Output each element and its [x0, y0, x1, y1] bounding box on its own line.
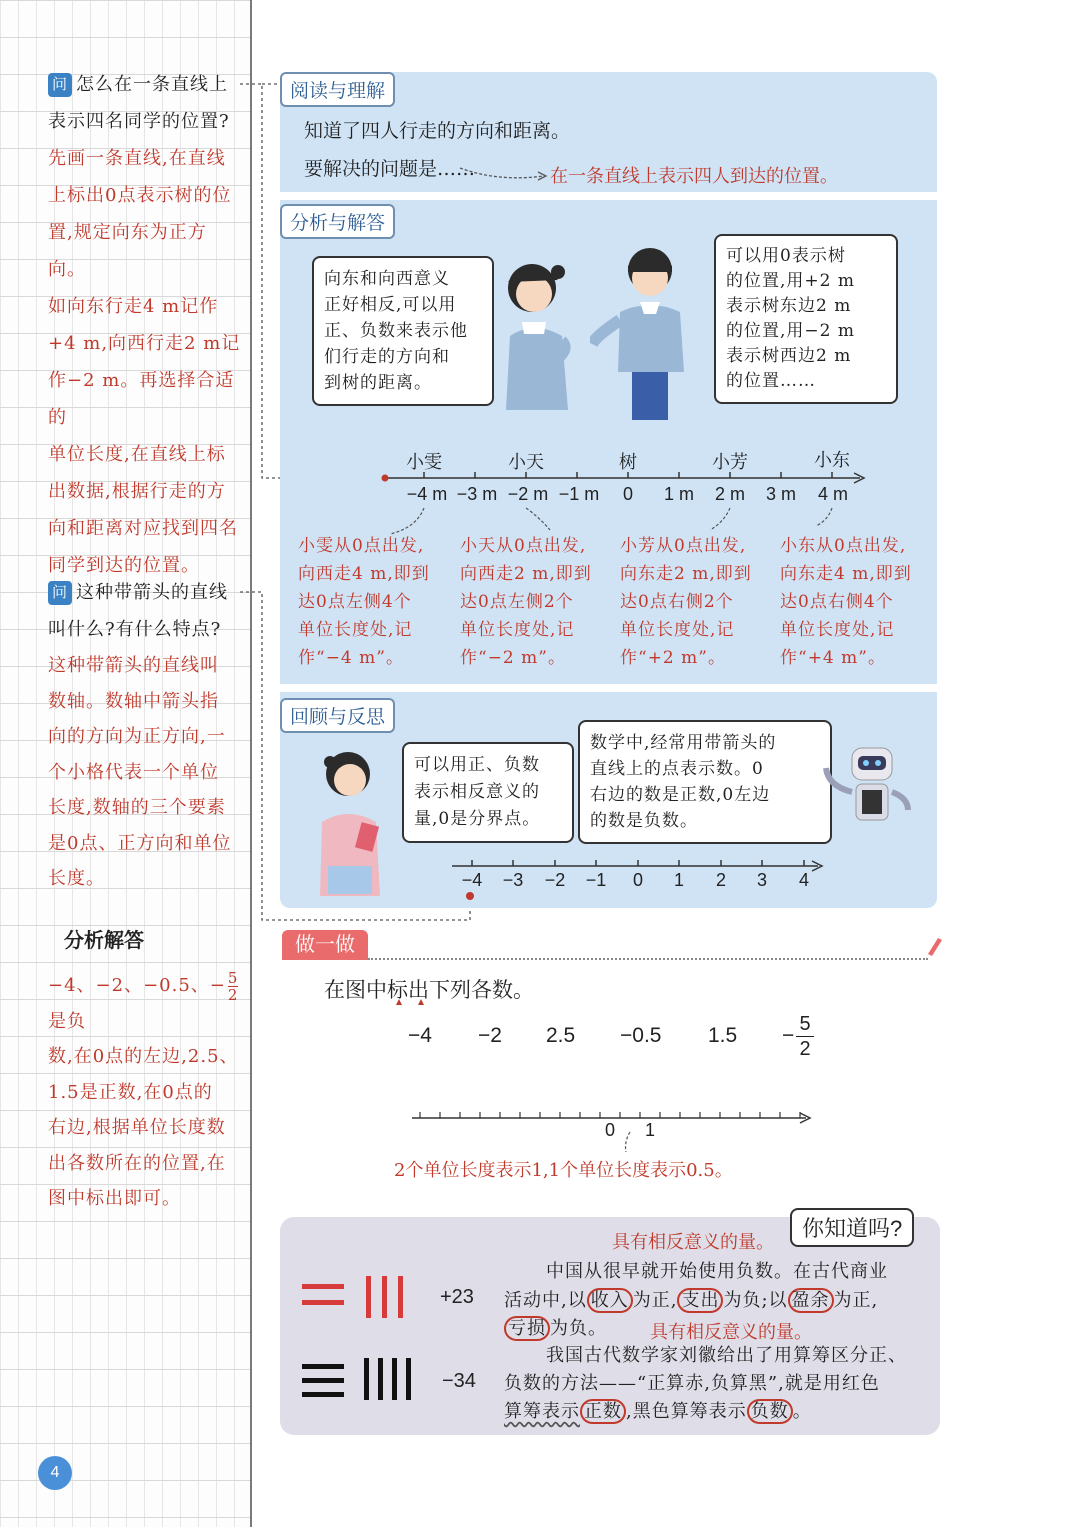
- explanation-xiaowen: [298, 532, 448, 672]
- answer-2-line: 向的方向为正方向,一: [48, 726, 226, 747]
- know-p2-line3: [504, 1398, 812, 1426]
- answer-2-line: 是0点、正方向和单位: [48, 832, 232, 854]
- explanation-line: 小东从0点出发,: [780, 536, 907, 556]
- note-opposite-top: 具有相反意义的量。: [612, 1232, 774, 1253]
- label-xiaofang: 小芳: [712, 452, 748, 472]
- know-p1-line3: [504, 1315, 607, 1343]
- analysis-title: 分析解答: [64, 930, 144, 952]
- tick-label: 3 m: [765, 484, 796, 504]
- explanation-line: 小雯从0点出发,: [298, 536, 425, 556]
- question-icon: 问: [48, 581, 72, 605]
- girl-illustration: [488, 250, 584, 410]
- axis-one-label: 1: [644, 1120, 655, 1140]
- know-p1-line1: 中国从很早就开始使用负数。在古代商业: [546, 1261, 888, 1282]
- answer-2-line: 长度,数轴的三个要素: [48, 797, 226, 818]
- robot-speech-bubble: [578, 720, 832, 844]
- tick-label: −1 m: [558, 484, 600, 504]
- explanation-line: 单位长度处,记: [460, 620, 575, 640]
- answer-2-line: 数轴。数轴中箭头指: [48, 690, 219, 712]
- bubble-line: 正、负数来表示他: [324, 321, 468, 341]
- text-span: 。: [792, 1401, 812, 1422]
- practice-fraction: [796, 1012, 814, 1061]
- explanation-line: 向西走4 m,即到: [298, 564, 430, 584]
- circled-positive: 正数: [580, 1399, 626, 1424]
- explanation-line: 单位长度处,记: [780, 620, 895, 640]
- counting-rods-illustration: [298, 1272, 418, 1416]
- bubble-line: 到树的距离。: [324, 373, 432, 393]
- explanation-xiaotian: [460, 532, 610, 672]
- know-p2-line1: 我国古代数学家刘徽给出了用算筹区分正、: [546, 1345, 907, 1366]
- answer-2-line: 长度。: [48, 868, 105, 889]
- tick-label: 4: [798, 870, 809, 890]
- rod-plus-label: +23: [440, 1286, 474, 1308]
- explanation-line: 达0点左侧2个: [460, 592, 574, 612]
- explanation-line: 向西走2 m,即到: [460, 564, 592, 584]
- tick-label: 3: [756, 870, 767, 890]
- girl-with-book-illustration: [308, 740, 394, 896]
- bubble-line: 的位置,用−2 m: [726, 321, 855, 341]
- circled-surplus: 盈余: [788, 1288, 834, 1313]
- practice-hint: 2个单位长度表示1,1个单位长度表示0.5。: [394, 1160, 733, 1181]
- practice-number: 1.5: [708, 1024, 738, 1047]
- bubble-line: 右边的数是正数,0左边: [590, 785, 771, 805]
- tick-label: 2 m: [714, 484, 745, 504]
- axis-zero-label: 0: [604, 1120, 615, 1140]
- answer-3-line: 右边,根据单位长度数: [48, 1117, 226, 1138]
- tick-label: −2: [544, 870, 566, 890]
- explanation-xiaofang: [620, 532, 770, 672]
- review-girl-bubble: [402, 742, 574, 843]
- know-p1-line2: [504, 1287, 878, 1315]
- answer-1-line: 上标出0点表示树的位: [48, 185, 232, 206]
- tick-label: 4 m: [817, 484, 848, 504]
- explanation-xiaodong: [780, 532, 930, 672]
- answer-2-line: 这种带箭头的直线叫: [48, 655, 219, 676]
- emphasis-marks: [394, 996, 434, 1006]
- hint-arrow-icon: [618, 1130, 638, 1156]
- practice-number: −2: [478, 1024, 502, 1047]
- fraction-denominator: 2: [799, 1038, 811, 1060]
- practice-number: 2.5: [546, 1024, 576, 1047]
- explanation-line: 达0点左侧4个: [298, 592, 412, 612]
- text-span: 为负。: [550, 1318, 607, 1339]
- tick-label: −1: [585, 870, 607, 890]
- explanation-line: 小天从0点出发,: [460, 536, 587, 556]
- answer-3-line: 出各数所在的位置,在: [48, 1152, 226, 1174]
- bubble-line: 表示树西边2 m: [726, 346, 852, 366]
- text-span: 活动中,以: [504, 1290, 587, 1311]
- bubble-line: 可以用0表示树: [726, 246, 846, 266]
- practice-number: −0.5: [620, 1024, 662, 1047]
- tick-label: 0: [632, 870, 643, 890]
- circled-loss: 亏损: [504, 1316, 550, 1341]
- explanation-line: 单位长度处,记: [620, 620, 735, 640]
- rod-minus-label: −34: [442, 1370, 476, 1392]
- answer-1-line: 出数据,根据行走的方: [48, 481, 226, 502]
- bubble-line: 的位置……: [726, 371, 816, 391]
- girl-speech-bubble: [312, 256, 494, 406]
- tick-label: −2 m: [507, 484, 549, 504]
- answer-1-line: 作−2 m。再选择合适的: [48, 370, 235, 428]
- circled-income: 收入: [587, 1288, 633, 1313]
- fraction-numerator: 5: [796, 1012, 814, 1037]
- explanation-line: 作“+2 m”。: [620, 648, 726, 668]
- text-span: ,黑色算筹表示: [626, 1401, 747, 1422]
- tick-label: 1 m: [663, 484, 694, 504]
- explanation-line: 向东走2 m,即到: [620, 564, 752, 584]
- bubble-line: 表示相反意义的: [414, 782, 540, 802]
- text-span: 为负;以: [723, 1290, 788, 1311]
- did-you-know-title: 你知道吗?: [790, 1208, 914, 1247]
- answer-1-line: 同学到达的位置。: [48, 555, 200, 576]
- explanation-line: 作“+4 m”。: [780, 648, 886, 668]
- answer-3-line: 图中标出即可。: [48, 1188, 181, 1209]
- circled-negative: 负数: [747, 1399, 793, 1424]
- answer-1-line: 向和距离对应找到四名: [48, 518, 238, 539]
- arrow-icon: [458, 164, 550, 184]
- explanation-line: 达0点右侧2个: [620, 592, 734, 612]
- answer-1-line: 先画一条直线,在直线: [48, 148, 226, 169]
- tick-label: −3 m: [456, 484, 498, 504]
- boy-illustration: [590, 240, 710, 422]
- text-span: 为正,: [632, 1290, 678, 1311]
- bubble-line: 们行走的方向和: [324, 347, 450, 367]
- text-span: 为正,: [833, 1290, 879, 1311]
- read-line-2: 要解决的问题是……: [304, 158, 476, 180]
- question-1-line2: 表示四名同学的位置?: [48, 111, 230, 132]
- bubble-line: 的数是负数。: [590, 811, 698, 831]
- bubble-line: 直线上的点表示数。0: [590, 759, 764, 779]
- bubble-line: 量,0是分界点。: [414, 809, 541, 829]
- answer-3-text: −4、−2、−0.5、−: [48, 975, 226, 996]
- tick-label: 2: [715, 870, 726, 890]
- explanation-line: 作“−2 m”。: [460, 648, 566, 668]
- circled-expense: 支出: [677, 1288, 723, 1313]
- note-opposite-mid: 具有相反意义的量。: [650, 1322, 812, 1343]
- bubble-line: 的位置,用+2 m: [726, 271, 855, 291]
- explanation-line: 达0点右侧4个: [780, 592, 894, 612]
- question-2-line2: 叫什么?有什么特点?: [48, 619, 222, 640]
- question-icon: 问: [48, 73, 72, 97]
- read-tag: 阅读与理解: [280, 72, 395, 107]
- page-number: 4: [38, 1456, 72, 1490]
- tick-label: 1: [673, 870, 684, 890]
- bubble-line: 可以用正、负数: [414, 755, 540, 775]
- label-xiaodong: 小东: [814, 450, 850, 470]
- marker-dot: [466, 892, 474, 900]
- bubble-line: 正好相反,可以用: [324, 295, 457, 315]
- answer-2-line: 个小格代表一个单位: [48, 761, 219, 783]
- answer-3-tail: 是负: [48, 1010, 86, 1032]
- answer-1-line: 置,规定向东为正方向。: [48, 222, 207, 280]
- pencil-icon: [924, 934, 944, 958]
- practice-fraction-sign: −: [782, 1024, 795, 1047]
- read-answer: 在一条直线上表示四人到达的位置。: [550, 166, 838, 187]
- review-tag: 回顾与反思: [280, 698, 395, 733]
- fraction-numerator: 5: [227, 968, 239, 987]
- label-xiaowen: 小雯: [406, 452, 442, 472]
- label-xiaotian: 小天: [508, 452, 544, 472]
- answer-1-line: +4 m,向西行走2 m记: [48, 333, 241, 354]
- bubble-line: 向东和向西意义: [324, 269, 450, 289]
- answer-1-line: 如向东行走4 m记作: [48, 296, 219, 317]
- boy-speech-bubble: [714, 234, 898, 404]
- practice-tab: 做一做: [282, 930, 368, 960]
- tick-label: −3: [502, 870, 524, 890]
- answer-3-line: 1.5是正数,在0点的: [48, 1081, 213, 1103]
- know-p2-line2: 负数的方法——“正算赤,负算黑”,就是用红色: [504, 1373, 880, 1394]
- explanation-line: 向东走4 m,即到: [780, 564, 912, 584]
- explanation-line: 单位长度处,记: [298, 620, 413, 640]
- label-tree: 树: [619, 452, 637, 472]
- explanation-line: 作“−4 m”。: [298, 648, 404, 668]
- question-2-line1: 这种带箭头的直线: [76, 582, 228, 603]
- read-line-1: 知道了四人行走的方向和距离。: [304, 120, 571, 142]
- analyze-tag: 分析与解答: [280, 204, 395, 239]
- practice-number: −4: [408, 1024, 432, 1047]
- practice-divider: [368, 958, 928, 960]
- tick-label: −4 m: [406, 484, 448, 504]
- tick-label: −4: [461, 870, 483, 890]
- question-1-line1: 怎么在一条直线上: [76, 74, 228, 95]
- robot-illustration: [822, 744, 916, 830]
- practice-prompt: 在图中标出下列各数。: [324, 978, 534, 1002]
- answer-1-line: 单位长度,在直线上标: [48, 444, 226, 465]
- text-span: 算筹表示: [504, 1401, 580, 1422]
- bubble-line: 数学中,经常用带箭头的: [590, 733, 777, 753]
- explanation-line: 小芳从0点出发,: [620, 536, 747, 556]
- answer-3-line: 数,在0点的左边,2.5、: [48, 1046, 239, 1067]
- fraction-denominator: 2: [227, 985, 239, 1004]
- tick-label: 0: [622, 484, 633, 504]
- bubble-line: 表示树东边2 m: [726, 296, 852, 316]
